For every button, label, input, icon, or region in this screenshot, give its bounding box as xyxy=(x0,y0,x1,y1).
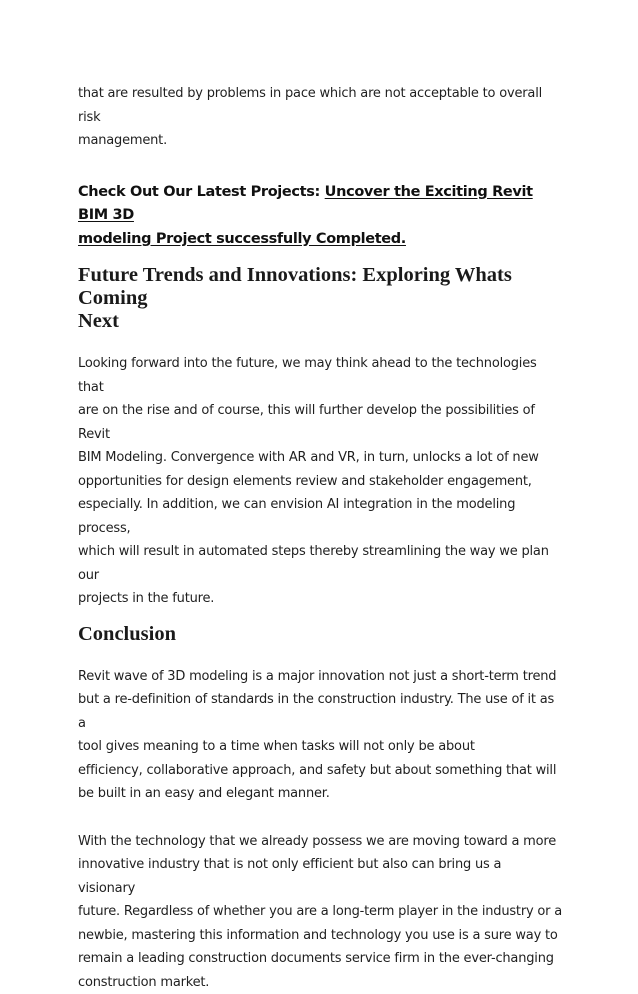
text-line: projects in the future. xyxy=(78,591,214,606)
callout-label: Check Out Our Latest Projects: xyxy=(78,184,325,200)
conclusion-paragraph-2 xyxy=(78,830,562,994)
heading-line: Next xyxy=(78,310,119,332)
future-trends-heading xyxy=(78,264,562,333)
text-line: remain a leading construction documents service firm in the ever-changing xyxy=(78,951,554,966)
text-line: are on the rise and of course, this will further develop the possibilities of Revit xyxy=(78,403,535,442)
text-line: construction market. xyxy=(78,975,209,990)
conclusion-heading: Conclusion xyxy=(78,623,562,646)
text-line: opportunities for design elements review and stakeholder engagement, xyxy=(78,474,532,489)
text-line: especially. In addition, we can envision AI integration in the modeling process, xyxy=(78,497,515,536)
text-line: management. xyxy=(78,133,167,148)
intro-paragraph xyxy=(78,82,562,153)
text-line: but a re-definition of standards in the construction industry. The use of it as a xyxy=(78,692,554,731)
text-line: efficiency, collaborative approach, and safety but about something that will xyxy=(78,763,556,778)
conclusion-paragraph-1 xyxy=(78,665,562,806)
text-line: With the technology that we already possess we are moving toward a more xyxy=(78,834,556,849)
link-text-line: modeling Project successfully Completed. xyxy=(78,231,406,247)
projects-callout xyxy=(78,181,562,252)
link-text-line: Uncover the Exciting Revit BIM 3D xyxy=(78,184,533,224)
text-line: Revit wave of 3D modeling is a major innovation not just a short-term trend xyxy=(78,669,556,684)
text-line: tool gives meaning to a time when tasks will not only be about xyxy=(78,739,475,754)
heading-line: Future Trends and Innovations: Exploring Whats Coming xyxy=(78,264,512,309)
text-line: which will result in automated steps thereby streamlining the way we plan our xyxy=(78,544,549,583)
text-line: future. Regardless of whether you are a long-term player in the industry or a xyxy=(78,904,562,919)
text-line: be built in an easy and elegant manner. xyxy=(78,786,330,801)
text-line: Looking forward into the future, we may think ahead to the technologies that xyxy=(78,356,537,395)
document-page xyxy=(78,82,562,994)
future-trends-paragraph xyxy=(78,352,562,611)
text-line: innovative industry that is not only efficient but also can bring us a visionary xyxy=(78,857,501,896)
text-line: that are resulted by problems in pace which are not acceptable to overall risk xyxy=(78,86,542,125)
text-line: newbie, mastering this information and technology you use is a sure way to xyxy=(78,928,558,943)
text-line: BIM Modeling. Convergence with AR and VR, in turn, unlocks a lot of new xyxy=(78,450,539,465)
